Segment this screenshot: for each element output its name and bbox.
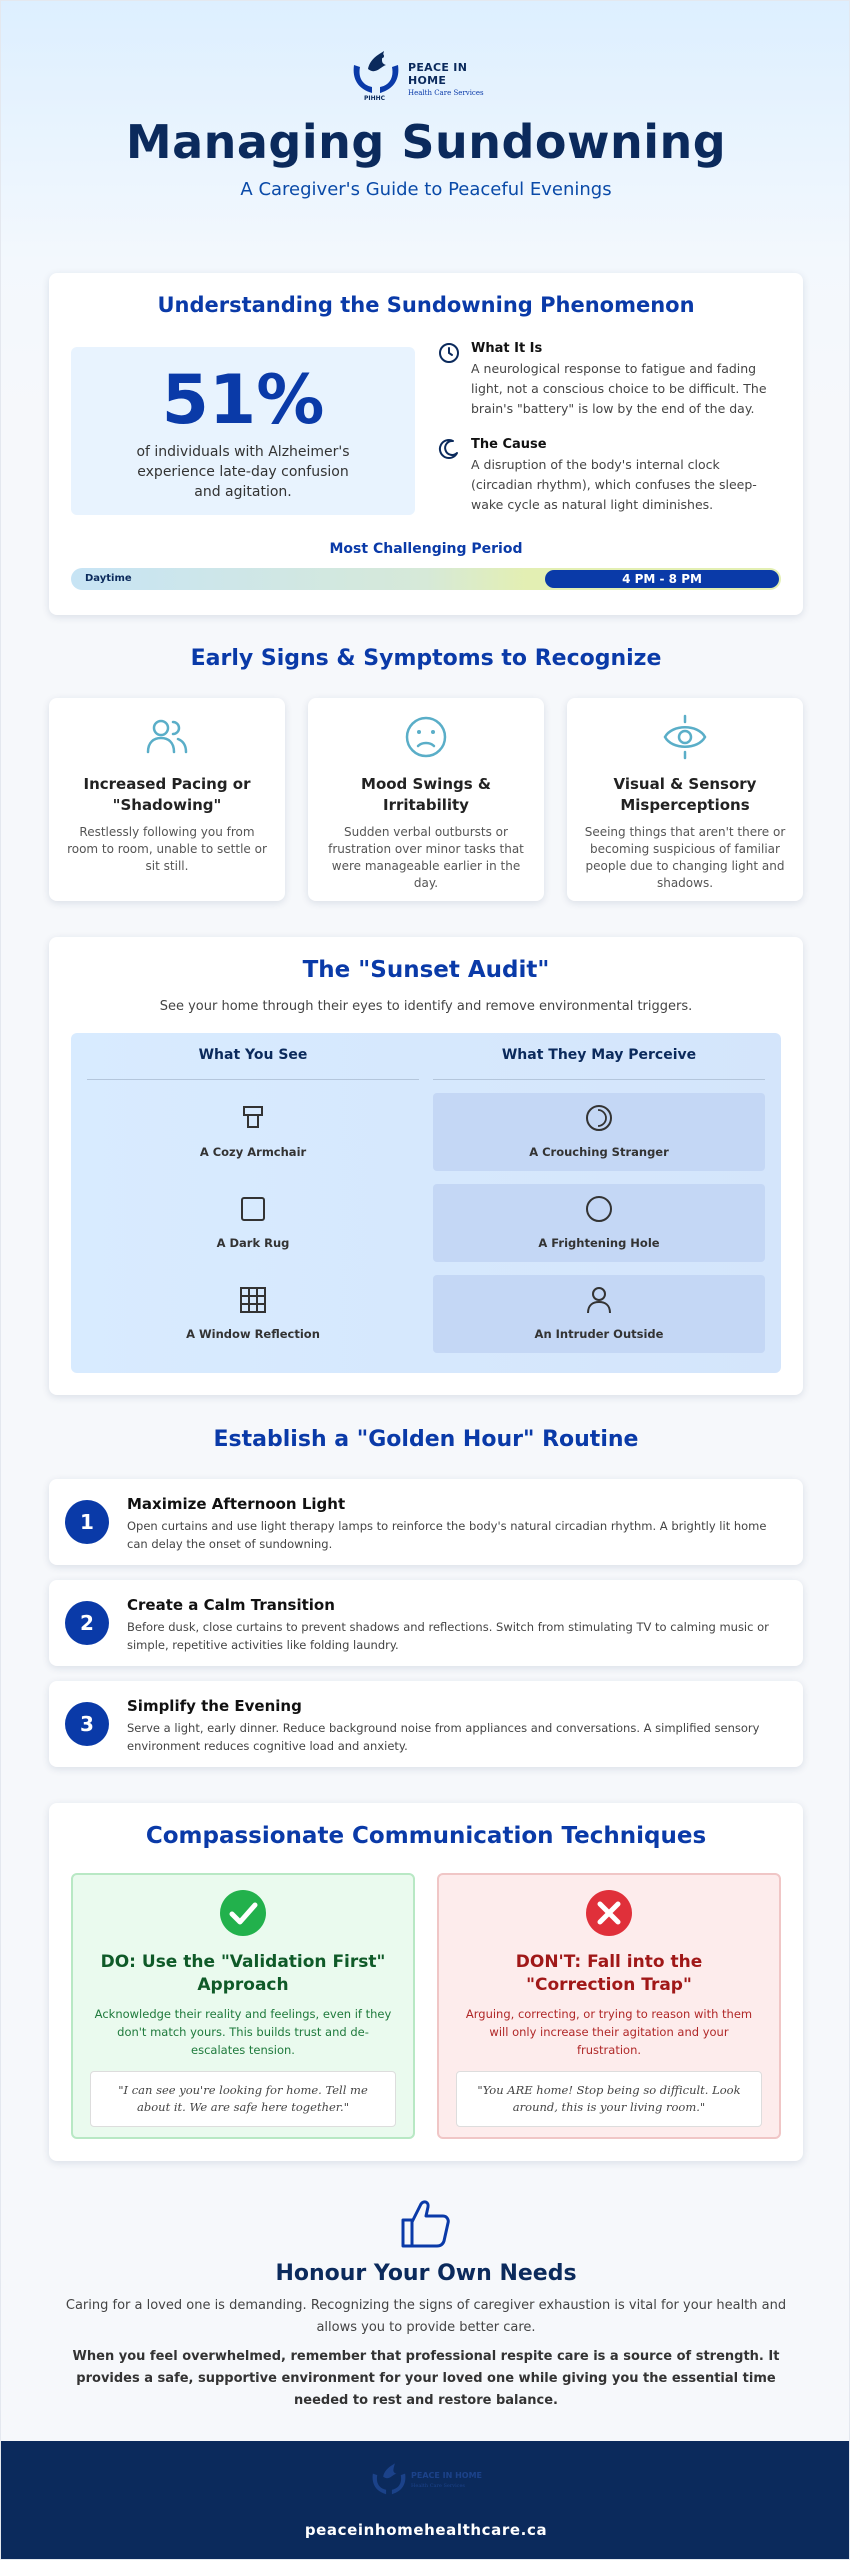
do-example-quote: "I can see you're looking for home. Tell me about it. We are safe here together.": [90, 2071, 396, 2127]
audit-comparison-table: [71, 1033, 781, 1373]
understanding-title: Understanding the Sundowning Phenomenon: [157, 293, 695, 317]
understanding-section: [49, 273, 803, 615]
x-circle-icon: [585, 1889, 633, 1937]
fact-the-cause: [437, 437, 782, 515]
fact-title: The Cause: [471, 437, 547, 452]
sign-text: Sudden verbal outbursts or frustration over minor tasks that were manageable earlier in the day.: [328, 825, 524, 890]
logo-subtitle: Health Care Services: [408, 89, 484, 97]
circle-icon: [584, 1194, 614, 1224]
sign-title: Visual & Sensory Misperceptions: [613, 775, 757, 814]
page-header: [1, 1, 850, 231]
page-subtitle: A Caregiver's Guide to Peaceful Evenings: [240, 179, 612, 200]
logo-name: PEACE IN HOME: [408, 61, 468, 87]
sign-card-visual: [567, 698, 803, 901]
dont-text: Arguing, correcting, or trying to reason with them will only increase their agitation and your frustration.: [465, 2007, 753, 2057]
divider: [433, 1079, 765, 1080]
communication-section: [49, 1803, 803, 2161]
audit-see-label: A Window Reflection: [186, 1327, 320, 1341]
sign-card-mood: [308, 698, 544, 901]
routine-step: [49, 1580, 803, 1666]
moon-icon: [437, 437, 461, 461]
armchair-icon: [238, 1103, 268, 1133]
window-grid-icon: [238, 1285, 268, 1315]
logo-mark: PIHHC: [364, 95, 386, 102]
period-start-label: Daytime: [85, 573, 132, 584]
people-icon: [144, 714, 190, 760]
step-title: Maximize Afternoon Light: [127, 1495, 346, 1513]
footer-logo-name: PEACE IN HOME: [411, 2471, 483, 2480]
statistic-value: 51%: [161, 361, 325, 440]
self-care-text: Caring for a loved one is demanding. Recognizing the signs of caregiver exhaustion is vital for your health and allows you to provide better care.: [65, 2298, 787, 2335]
step-text: Serve a light, early dinner. Reduce background noise from appliances and conversations. A simplified sensory environment reduces cognitive load and anxiety.: [127, 1721, 760, 1753]
step-number-badge: 1: [65, 1500, 109, 1544]
audit-perceive-label: An Intruder Outside: [534, 1327, 664, 1341]
website-link[interactable]: peaceinhomehealthcare.ca: [304, 2521, 548, 2539]
audit-see-item: [87, 1093, 419, 1171]
do-title: DO: Use the "Validation First" Approach: [100, 1952, 386, 1995]
dont-example-quote: "You ARE home! Stop being so difficult. Look around, this is your living room.": [456, 2071, 762, 2127]
routine-title: Establish a "Golden Hour" Routine: [213, 1427, 639, 1452]
routine-step: [49, 1681, 803, 1767]
period-timeline-bar: [71, 568, 781, 590]
column-header-perceive: What They May Perceive: [501, 1047, 697, 1063]
fact-title: What It Is: [471, 341, 543, 356]
step-title: Simplify the Evening: [127, 1697, 302, 1715]
period-peak-label: 4 PM - 8 PM: [545, 570, 779, 588]
clock-icon: [437, 341, 461, 365]
audit-perceive-item: [433, 1275, 765, 1353]
audit-perceive-item: [433, 1093, 765, 1171]
do-text: Acknowledge their reality and feelings, even if they don't match yours. This builds trust and de-escalates tension.: [94, 2007, 392, 2057]
divider: [87, 1079, 419, 1080]
check-circle-icon: [219, 1889, 267, 1937]
sign-text: Seeing things that aren't there or becoming suspicious of familiar people due to changing light and shadows.: [584, 825, 786, 890]
step-text: Before dusk, close curtains to prevent shadows and reflections. Switch from stimulating TV to calming music or simple, repetitive activities like folding laundry.: [127, 1620, 769, 1652]
audit-perceive-label: A Crouching Stranger: [529, 1145, 669, 1159]
signs-title: Early Signs & Symptoms to Recognize: [190, 646, 662, 671]
statistic-box: [71, 347, 415, 515]
fact-what-it-is: [437, 341, 782, 419]
sign-text: Restlessly following you from room to room, unable to settle or sit still.: [67, 825, 267, 873]
audit-perceive-label: A Frightening Hole: [538, 1236, 660, 1250]
page-title: Managing Sundowning: [125, 115, 727, 169]
step-number-badge: 2: [65, 1601, 109, 1645]
sign-card-pacing: [49, 698, 285, 901]
communication-title: Compassionate Communication Techniques: [145, 1823, 707, 1849]
hands-dove-logo-icon: [369, 2459, 409, 2503]
audit-perceive-item: [433, 1184, 765, 1262]
square-icon: [238, 1194, 268, 1224]
self-care-emphasis: When you feel overwhelmed, remember that professional respite care is a source of strength. It provides a safe, supportive environment for your loved one while giving you the essential time needed to rest and restore balance.: [72, 2349, 780, 2408]
audit-see-item: [87, 1184, 419, 1262]
sunset-audit-section: [49, 937, 803, 1395]
self-care-title: Honour Your Own Needs: [275, 2261, 577, 2286]
audit-see-label: A Dark Rug: [216, 1236, 290, 1250]
frown-face-icon: [403, 714, 449, 760]
dont-card: [437, 1873, 781, 2139]
person-icon: [584, 1285, 614, 1315]
routine-step: [49, 1479, 803, 1565]
sign-title: Mood Swings & Irritability: [361, 775, 491, 814]
do-card: [71, 1873, 415, 2139]
crescent-circle-icon: [584, 1103, 614, 1133]
page-footer: [1, 2441, 850, 2560]
period-label: Most Challenging Period: [329, 541, 523, 557]
step-text: Open curtains and use light therapy lamps to reinforce the body's natural circadian rhythm. A brightly lit home can delay the onset of sundowning.: [127, 1519, 767, 1551]
footer-logo: [369, 2459, 485, 2503]
dont-title: DON'T: Fall into the "Correction Trap": [515, 1952, 703, 1995]
sign-title: Increased Pacing or "Shadowing": [83, 775, 251, 814]
column-header-see: What You See: [198, 1047, 308, 1063]
brand-logo: [350, 45, 505, 105]
audit-subtitle: See your home through their eyes to identify and remove environmental triggers.: [159, 999, 693, 1014]
eye-icon: [662, 714, 708, 760]
statistic-description: of individuals with Alzheimer's experience late-day confusion and agitation.: [136, 444, 350, 500]
fact-text: A neurological response to fatigue and fading light, not a conscious choice to be difficult. The brain's "battery" is low by the end of the day.: [471, 361, 767, 416]
fact-text: A disruption of the body's internal clock (circadian rhythm), which confuses the sleep-wake cycle as natural light diminishes.: [471, 457, 757, 512]
footer-logo-subtitle: Health Care Services: [411, 2483, 465, 2489]
audit-see-item: [87, 1275, 419, 1353]
audit-see-label: A Cozy Armchair: [199, 1145, 307, 1159]
step-number-badge: 3: [65, 1702, 109, 1746]
audit-title: The "Sunset Audit": [302, 957, 550, 983]
thumbs-up-icon: [399, 2196, 453, 2250]
step-title: Create a Calm Transition: [127, 1596, 335, 1614]
